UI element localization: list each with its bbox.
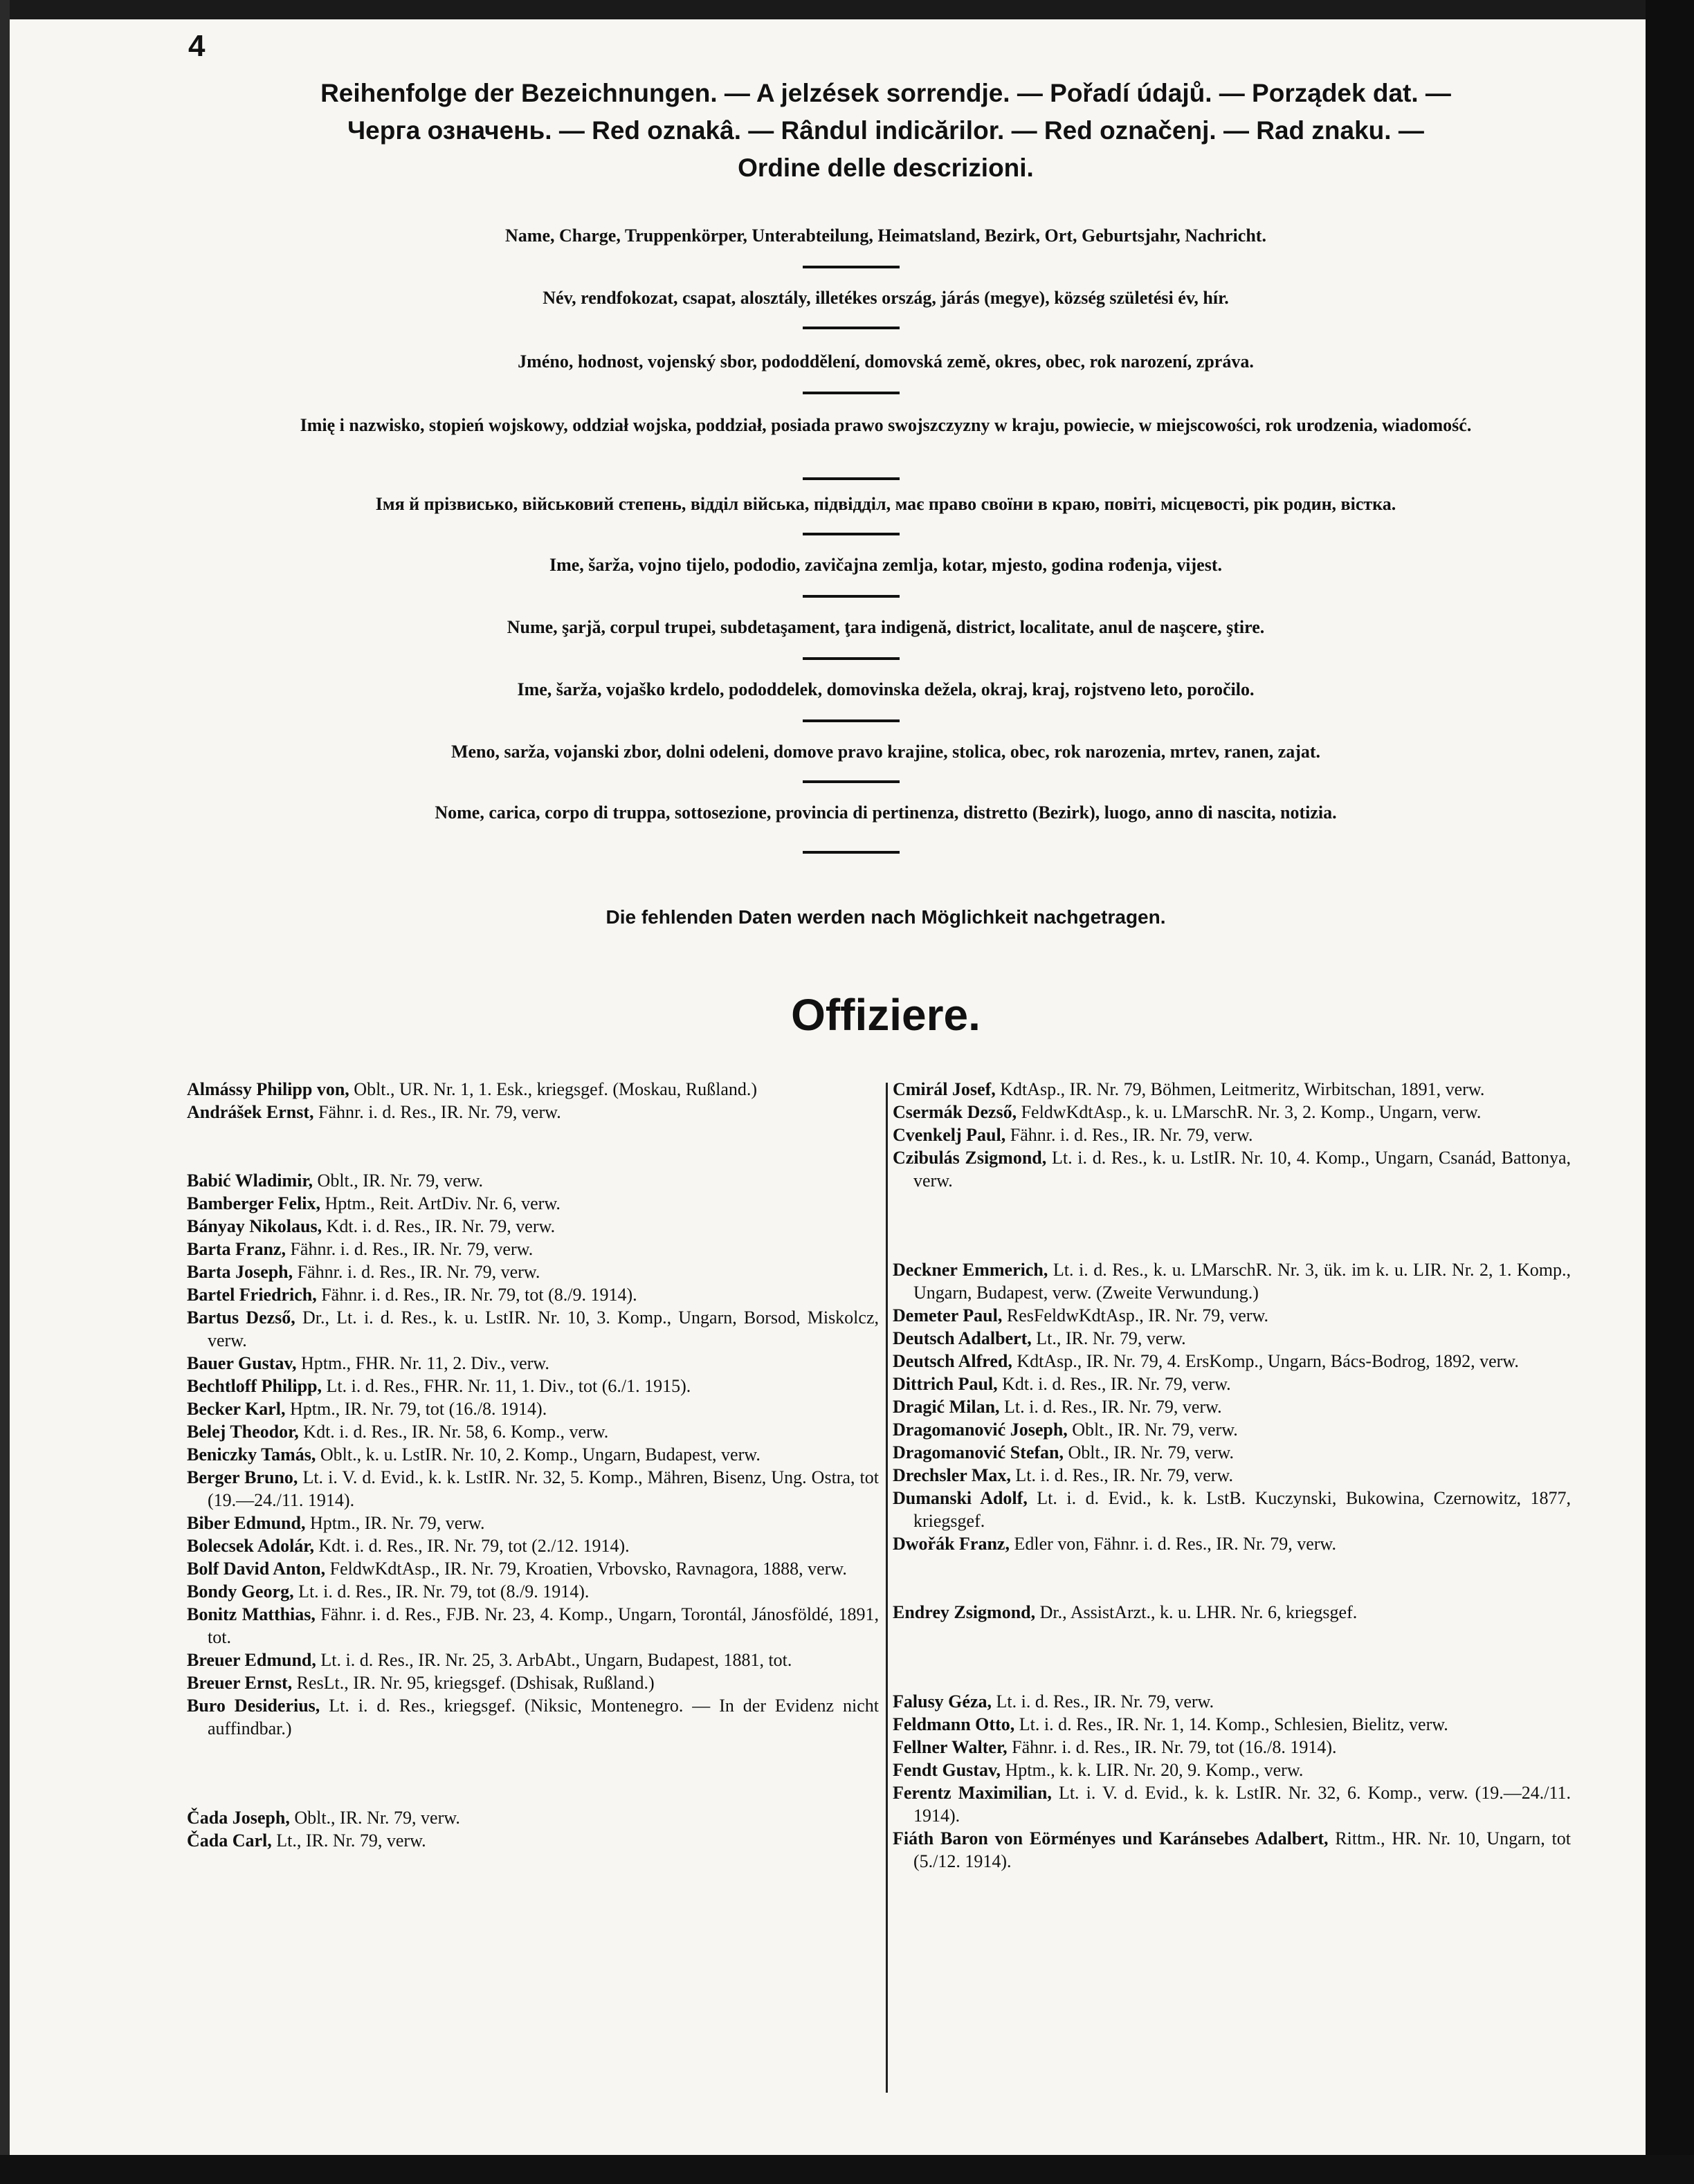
- list-item: Breuer Ernst, ResLt., IR. Nr. 95, kriegsgef. (Dshisak, Rußland.): [187, 1673, 655, 1693]
- list-item: Bányay Nikolaus, Kdt. i. d. Res., IR. Nr. 79, verw.: [187, 1216, 556, 1236]
- list-item: Cmirál Josef, KdtAsp., IR. Nr. 79, Böhmen, Leitmeritz, Wirbitschan, 1891, verw.: [893, 1079, 1485, 1099]
- column-divider: [886, 1083, 888, 2093]
- list-item: Dragomanović Stefan, Oblt., IR. Nr. 79, verw.: [893, 1442, 1234, 1462]
- divider-rule: [803, 266, 900, 268]
- list-item: Dragomanović Joseph, Oblt., IR. Nr. 79, verw.: [893, 1420, 1238, 1440]
- divider-rule: [803, 327, 900, 329]
- list-item: Čada Carl, Lt., IR. Nr. 79, verw.: [187, 1830, 426, 1851]
- list-item: Fellner Walter, Fähnr. i. d. Res., IR. Nr. 79, tot (16./8. 1914).: [893, 1737, 1337, 1757]
- divider-rule: [803, 657, 900, 660]
- list-item: Bondy Georg, Lt. i. d. Res., IR. Nr. 79, tot (8./9. 1914).: [187, 1581, 590, 1602]
- right-column: [893, 1078, 1571, 1873]
- description-czech: Jméno, hodnost, vojenský sbor, pododdělení, domovská země, okres, obec, rok narození, zpráva.: [518, 351, 1254, 371]
- list-item: Bamberger Felix, Hptm., Reit. ArtDiv. Nr. 6, verw.: [187, 1193, 561, 1213]
- header-line-1: Reihenfolge der Bezeichnungen. — A jelzések sorrendje. — Pořadí údajů. — Porządek dat. —: [320, 79, 1451, 107]
- description-slovak: Meno, sarža, vojanski zbor, dolni odeleni, domove pravo krajine, stolica, obec, rok narozenia, mrtev, ranen, zajat.: [450, 742, 1321, 762]
- list-item: Andrášek Ernst, Fähnr. i. d. Res., IR. Nr. 79, verw.: [187, 1102, 561, 1122]
- list-item: Fendt Gustav, Hptm., k. k. LIR. Nr. 20, 9. Komp., verw.: [893, 1760, 1304, 1780]
- list-item: Bechtloff Philipp, Lt. i. d. Res., FHR. Nr. 11, 1. Div., tot (6./1. 1915).: [187, 1376, 691, 1396]
- description-slovenian: Ime, šarža, vojaško krdelo, pododdelek, domovinska dežela, okraj, kraj, rojstveno leto, poročilo.: [517, 679, 1255, 699]
- list-item: Beniczky Tamás, Oblt., k. u. LstIR. Nr. 10, 2. Komp., Ungarn, Budapest, verw.: [187, 1444, 761, 1465]
- scan-border-left: [0, 0, 10, 2184]
- divider-rule: [803, 533, 900, 535]
- list-item: Bolf David Anton, FeldwKdtAsp., IR. Nr. 79, Kroatien, Vrbovsko, Ravnagora, 1888, verw.: [187, 1559, 847, 1579]
- list-item: Bauer Gustav, Hptm., FHR. Nr. 11, 2. Div., verw.: [187, 1353, 549, 1373]
- list-item: Becker Karl, Hptm., IR. Nr. 79, tot (16./8. 1914).: [187, 1399, 547, 1419]
- left-column: [187, 1078, 879, 1852]
- description-hungarian: Név, rendfokozat, csapat, alosztály, illetékes ország, járás (megye), község születési év, hír.: [543, 288, 1229, 308]
- description-croatian: Ime, šarža, vojno tijelo, pododio, zavičajna zemlja, kotar, mjesto, godina rođenja, vijest.: [549, 555, 1223, 575]
- list-item: Breuer Edmund, Lt. i. d. Res., IR. Nr. 25, 3. ArbAbt., Ungarn, Budapest, 1881, tot.: [187, 1650, 792, 1670]
- divider-rule: [803, 719, 900, 722]
- scan-border-right: [1646, 0, 1694, 2184]
- list-item: Biber Edmund, Hptm., IR. Nr. 79, verw.: [187, 1513, 485, 1533]
- list-item: Buro Desiderius, Lt. i. d. Res., kriegsgef. (Niksic, Montenegro. — In der Evidenz nicht auffindbar.): [187, 1696, 880, 1738]
- spacer: [187, 1123, 879, 1169]
- list-item: Dragić Milan, Lt. i. d. Res., IR. Nr. 79, verw.: [893, 1397, 1222, 1417]
- divider-rule: [803, 851, 900, 854]
- list-item: Belej Theodor, Kdt. i. d. Res., IR. Nr. 58, 6. Komp., verw.: [187, 1422, 609, 1442]
- list-item: Deckner Emmerich, Lt. i. d. Res., k. u. LMarschR. Nr. 3, ük. im k. u. LIR. Nr. 2, 1. Komp., Ungarn, Budapest, verw. (Zweite Verwundung.): [893, 1260, 1571, 1303]
- spacer: [893, 1555, 1571, 1601]
- divider-rule: [803, 595, 900, 598]
- scan-border-top: [0, 0, 1694, 19]
- list-item: Bonitz Matthias, Fähnr. i. d. Res., FJB. Nr. 23, 4. Komp., Ungarn, Torontál, Jánosföldé, 1891, tot.: [187, 1604, 879, 1647]
- spacer: [893, 1624, 1571, 1690]
- list-item: Czibulás Zsigmond, Lt. i. d. Res., k. u. LstIR. Nr. 10, 4. Komp., Ungarn, Csanád, Battonya, verw.: [893, 1148, 1571, 1191]
- spacer: [893, 1192, 1571, 1258]
- header-line-2: Черга означень. — Red oznakâ. — Rândul indicărilor. — Red označenj. — Rad znaku. —: [347, 116, 1424, 145]
- list-item: Dumanski Adolf, Lt. i. d. Evid., k. k. LstB. Kuczynski, Bukowina, Czernowitz, 1877, kriegsgef.: [893, 1488, 1571, 1531]
- list-item: Babić Wladimir, Oblt., IR. Nr. 79, verw.: [187, 1171, 484, 1191]
- list-item: Fiáth Baron von Eörményes und Karánsebes Adalbert, Rittm., HR. Nr. 10, Ungarn, tot (5./12. 1914).: [893, 1828, 1572, 1871]
- list-item: Almássy Philipp von, Oblt., UR. Nr. 1, 1. Esk., kriegsgef. (Moskau, Rußland.): [187, 1079, 758, 1099]
- page-number: 4: [188, 29, 206, 63]
- header-line-3: Ordine delle descrizioni.: [738, 154, 1034, 182]
- list-item: Cvenkelj Paul, Fähnr. i. d. Res., IR. Nr. 79, verw.: [893, 1125, 1253, 1145]
- list-item: Bolecsek Adolár, Kdt. i. d. Res., IR. Nr. 79, tot (2./12. 1914).: [187, 1536, 630, 1556]
- scan-border-bottom: [0, 2155, 1694, 2184]
- divider-rule: [803, 392, 900, 394]
- section-title: Offiziere.: [791, 990, 981, 1040]
- list-item: Ferentz Maximilian, Lt. i. V. d. Evid., k. k. LstIR. Nr. 32, 6. Komp., verw. (19.—24./11. 1914).: [893, 1783, 1571, 1826]
- list-item: Drechsler Max, Lt. i. d. Res., IR. Nr. 79, verw.: [893, 1465, 1234, 1485]
- list-item: Csermák Dezső, FeldwKdtAsp., k. u. LMarschR. Nr. 3, 2. Komp., Ungarn, verw.: [893, 1102, 1482, 1122]
- description-ukrainian: Імя й прізвисько, військовий степень, відділ війська, підвідділ, має право своїни в краю, повіті, місцевості, рік родин, вістка.: [375, 494, 1396, 514]
- list-item: Deutsch Alfred, KdtAsp., IR. Nr. 79, 4. ErsKomp., Ungarn, Bács-Bodrog, 1892, verw.: [893, 1351, 1519, 1371]
- list-item: Dittrich Paul, Kdt. i. d. Res., IR. Nr. 79, verw.: [893, 1374, 1231, 1394]
- list-item: Barta Franz, Fähnr. i. d. Res., IR. Nr. 79, verw.: [187, 1239, 534, 1259]
- header-title: [187, 75, 1585, 187]
- list-item: Čada Joseph, Oblt., IR. Nr. 79, verw.: [187, 1808, 460, 1828]
- list-item: Dwořák Franz, Edler von, Fähnr. i. d. Res., IR. Nr. 79, verw.: [893, 1534, 1337, 1554]
- divider-rule: [803, 477, 900, 480]
- description-polish: Imię i nazwisko, stopień wojskowy, oddział wojska, poddział, posiada prawo swojszczyzny w kraju, powiecie, w miejscowości, rok urodzenia, wiadomość.: [300, 415, 1472, 435]
- description-italian: Nome, carica, corpo di truppa, sottosezione, provincia di pertinenza, distretto (Bezirk), luogo, anno di nascita, notizia.: [435, 802, 1337, 823]
- list-item: Feldmann Otto, Lt. i. d. Res., IR. Nr. 1, 14. Komp., Schlesien, Bielitz, verw.: [893, 1714, 1448, 1734]
- notice-text: Die fehlenden Daten werden nach Möglichkeit nachgetragen.: [605, 906, 1166, 928]
- list-item: Bartel Friedrich, Fähnr. i. d. Res., IR. Nr. 79, tot (8./9. 1914).: [187, 1285, 637, 1305]
- list-item: Bartus Dezső, Dr., Lt. i. d. Res., k. u. LstIR. Nr. 10, 3. Komp., Ungarn, Borsod, Miskolcz, verw.: [187, 1307, 879, 1350]
- list-item: Demeter Paul, ResFeldwKdtAsp., IR. Nr. 79, verw.: [893, 1305, 1269, 1325]
- spacer: [187, 1740, 879, 1806]
- list-item: Deutsch Adalbert, Lt., IR. Nr. 79, verw.: [893, 1328, 1186, 1348]
- list-item: Barta Joseph, Fähnr. i. d. Res., IR. Nr. 79, verw.: [187, 1262, 540, 1282]
- divider-rule: [803, 780, 900, 783]
- description-german: Name, Charge, Truppenkörper, Unterabteilung, Heimatsland, Bezirk, Ort, Geburtsjahr, Nachricht.: [505, 226, 1266, 246]
- list-item: Berger Bruno, Lt. i. V. d. Evid., k. k. LstIR. Nr. 32, 5. Komp., Mähren, Bisenz, Ung. Ostra, tot (19.—24./11. 1914).: [187, 1467, 879, 1510]
- description-romanian: Nume, şarjă, corpul trupei, subdetaşament, ţara indigenă, district, localitate, anul de naşcere, ştire.: [507, 617, 1265, 637]
- list-item: Endrey Zsigmond, Dr., AssistArzt., k. u. LHR. Nr. 6, kriegsgef.: [893, 1602, 1358, 1622]
- list-item: Falusy Géza, Lt. i. d. Res., IR. Nr. 79, verw.: [893, 1691, 1214, 1712]
